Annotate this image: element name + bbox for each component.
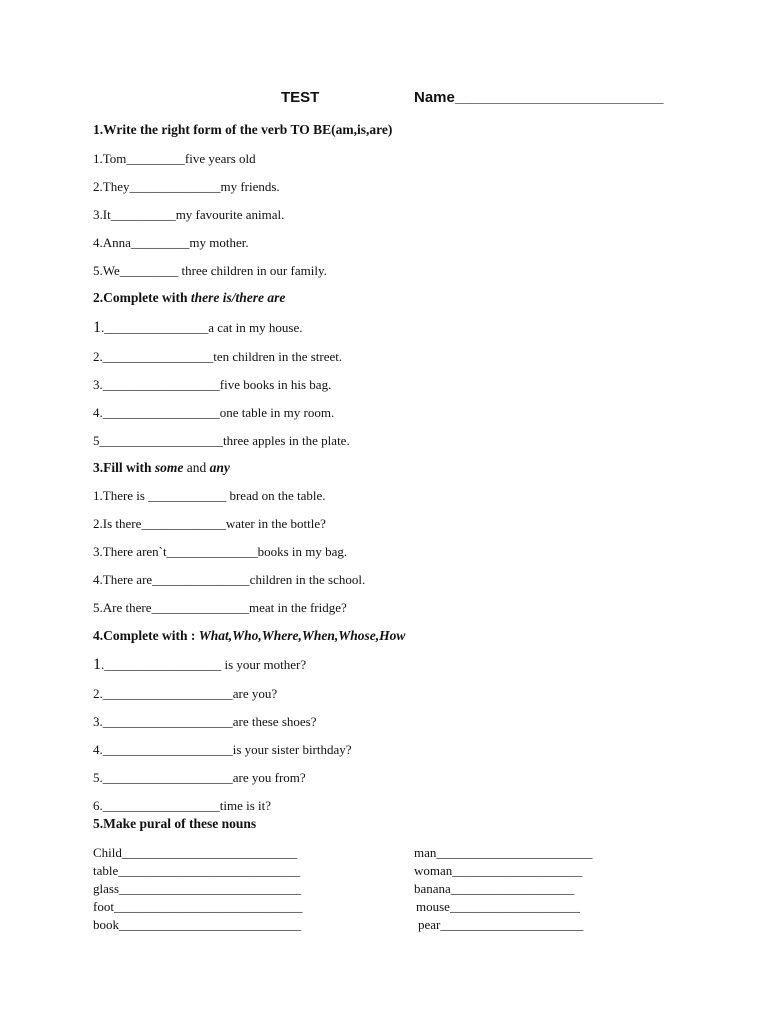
s2-item-3 [93,377,331,393]
plural-left-4: foot_____________________________ [93,899,303,914]
s4-item-4 [93,742,352,758]
s2-item-5-num: 5 [93,433,100,448]
s4-item-1 [93,657,306,673]
s3-item-4: 4.There are_______________children in the school. [93,572,366,587]
s4-item-5-text: .____________________are you from? [99,770,306,785]
s4-item-2 [93,686,277,702]
s4-item-3 [93,714,317,730]
section-3-heading-some: some [154,460,184,475]
test-title: TEST [281,89,320,106]
s2-item-3-num: 3 [93,377,100,392]
s4-item-1-text: .__________________ is your mother? [101,657,307,672]
s2-item-4 [93,405,334,421]
plural-right-4: mouse____________________ [416,899,580,914]
s4-item-4-text: .____________________is your sister birthday? [99,742,352,757]
s4-item-5-num: 5 [93,770,100,785]
section-2-heading [93,290,285,306]
s2-item-4-num: 4 [93,405,100,420]
s2-item-5 [93,433,350,449]
s2-item-1-text: .________________a cat in my house. [101,320,303,335]
plural-right-3: banana___________________ [414,881,575,896]
s1-item-2: 2.They______________my friends. [93,179,280,194]
s1-item-3: 3.It__________my favourite animal. [93,207,285,222]
s1-item-5: 5.We_________ three children in our family. [93,263,327,278]
plural-left-2: table____________________________ [93,863,301,878]
s3-item-3: 3.There aren`t______________books in my bag. [93,544,348,559]
section-3-heading [93,460,230,476]
s2-item-1-num: 1 [93,319,101,336]
section-2-heading-text: 2.Complete with [93,290,191,305]
section-5-heading: 5.Make pural of these nouns [93,816,257,831]
s3-item-5: 5.Are there_______________meat in the fridge? [93,600,347,615]
section-4-heading-italic: What,Who,Where,When,Whose,How [198,628,406,643]
section-1-heading: 1.Write the right form of the verb TO BE(am,is,are) [93,122,393,137]
section-2-heading-italic: there is/there are [190,290,286,305]
s4-item-6-num: 6 [93,798,100,813]
plural-left-5: book____________________________ [93,917,301,932]
s4-item-6 [93,798,271,814]
s4-item-1-num: 1 [93,656,101,673]
s3-item-1: 1.There is ____________ bread on the table. [93,488,326,503]
s4-item-5 [93,770,306,786]
s1-item-1: 1.Tom_________five years old [93,151,256,166]
s2-item-2-num: 2 [93,349,100,364]
s4-item-3-num: 3 [93,714,100,729]
s4-item-2-num: 2 [93,686,100,701]
s4-item-4-num: 4 [93,742,100,757]
plural-right-5: pear______________________ [418,917,584,932]
plural-right-2: woman____________________ [414,863,583,878]
s4-item-2-text: .____________________are you? [99,686,278,701]
s2-item-3-text: .__________________five books in his bag. [99,377,332,392]
s4-item-3-text: .____________________are these shoes? [99,714,317,729]
s2-item-1 [93,320,302,336]
plural-right-1: man________________________ [414,845,593,860]
name-field: Name_________________________ [414,89,664,106]
section-3-heading-text-a: 3.Fill with [93,460,155,475]
section-3-heading-text-c: and [183,460,210,475]
s2-item-2-text: ._________________ten children in the street. [99,349,343,364]
section-3-heading-any: any [209,460,230,475]
plural-left-1: Child___________________________ [93,845,298,860]
plural-left-3: glass____________________________ [93,881,301,896]
s4-item-6-text: .__________________time is it? [99,798,272,813]
s3-item-2: 2.Is there_____________water in the bottle? [93,516,326,531]
s1-item-4: 4.Anna_________my mother. [93,235,249,250]
section-4-heading-text: 4.Complete with : [93,628,199,643]
section-4-heading [93,628,405,644]
s2-item-2 [93,349,342,365]
s2-item-5-text: ___________________three apples in the plate. [99,433,350,448]
s2-item-4-text: .__________________one table in my room. [99,405,335,420]
